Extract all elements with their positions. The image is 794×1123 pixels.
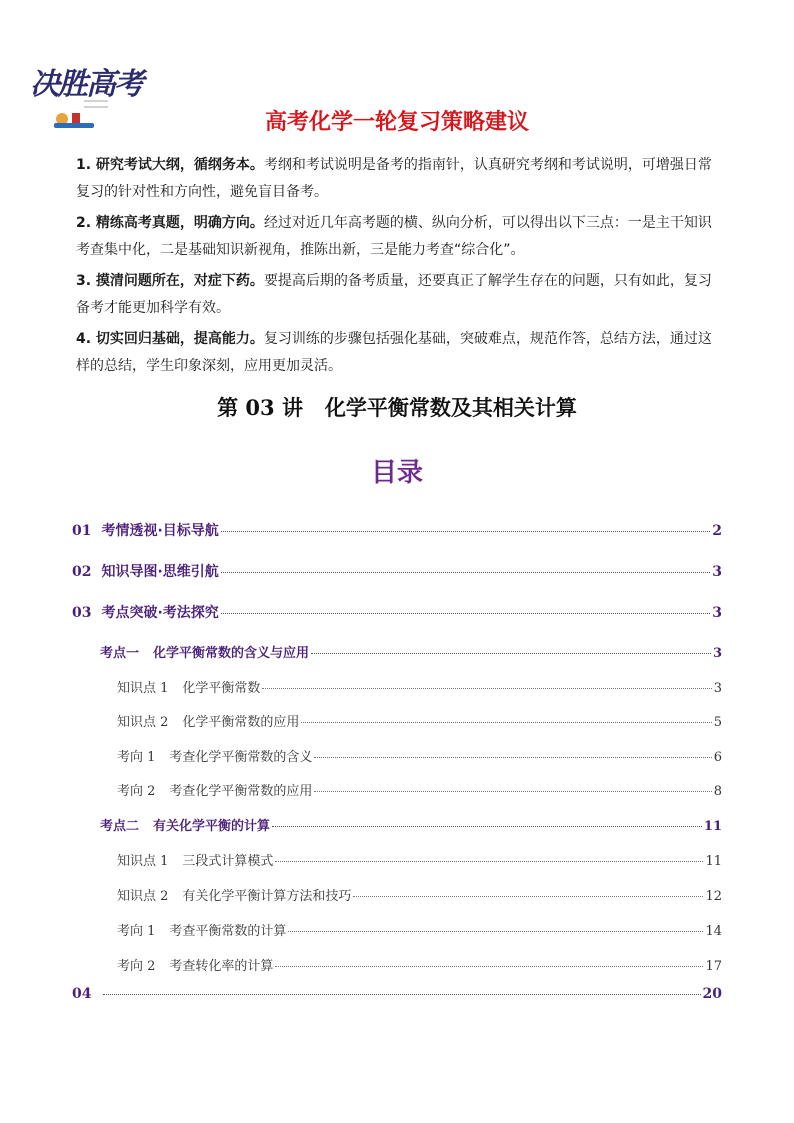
toc-index: 02 (72, 564, 92, 580)
lecture-prefix: 第 (217, 396, 239, 420)
toc-leader (262, 688, 711, 689)
toc-topic[interactable] (100, 815, 722, 834)
strategy-lead: 2. 精练高考真题，明确方向。 (76, 215, 264, 231)
toc-item[interactable] (117, 746, 722, 765)
toc-leader (314, 791, 711, 792)
toc-leader (221, 613, 710, 614)
lecture-number: 03 (245, 395, 275, 420)
strategy-body: 经过对近几年高考题的横、纵向分析，可以得出以下三点：一是主干知识考查集中化，二是基础知识新视角，推陈出新，三是能力考查“综合化”。 (76, 215, 712, 258)
lecture-topic: 化学平衡常数及其相关计算 (324, 396, 577, 420)
strategy-lead: 4. 切实回归基础，提高能力。 (76, 331, 264, 347)
toc-label: 知识导图·思维引航 (101, 564, 219, 580)
toc-page: 8 (713, 784, 722, 799)
toc-label: 有关化学平衡计算方法和技巧 (182, 889, 352, 904)
toc-page: 5 (713, 715, 722, 730)
strategy-item (76, 210, 722, 264)
toc-label: 化学平衡常数 (182, 681, 261, 696)
strategy-item (76, 326, 722, 380)
toc-tag: 考点二 (100, 819, 140, 834)
toc-label: 考查化学平衡常数的含义 (169, 750, 313, 765)
toc-item[interactable] (117, 780, 722, 799)
toc-label: 考查转化率的计算 (169, 959, 274, 974)
toc-heading: 目录 (370, 458, 423, 488)
toc-item[interactable] (117, 885, 722, 904)
toc-index: 04 (72, 986, 92, 1002)
toc-leader (314, 757, 711, 758)
toc-page: 17 (705, 959, 722, 974)
toc-section[interactable] (72, 520, 722, 540)
logo-text: 决胜高考 (30, 67, 142, 102)
toc-label: 考查平衡常数的计算 (169, 924, 287, 939)
toc-page: 3 (712, 564, 722, 580)
toc-item[interactable] (117, 711, 722, 730)
toc-tag: 考向 1 (117, 750, 156, 765)
toc-item[interactable] (117, 920, 722, 939)
toc-leader (275, 861, 703, 862)
toc-tag: 知识点 1 (117, 854, 169, 869)
toc-index: 03 (72, 605, 92, 621)
toc-page: 11 (703, 819, 722, 834)
toc-page: 3 (712, 646, 722, 661)
toc-tag: 考向 2 (117, 784, 156, 799)
strategy-lead: 1. 研究考试大纲，循纲务本。 (76, 157, 264, 173)
strategy-lead: 3. 摸清问题所在，对症下药。 (76, 273, 264, 289)
toc-leader (275, 966, 703, 967)
toc-leader (221, 531, 710, 532)
toc-label: 有关化学平衡的计算 (153, 819, 271, 834)
toc-tag: 考向 2 (117, 959, 156, 974)
toc-page: 3 (712, 605, 722, 621)
toc-label: 三段式计算模式 (182, 854, 274, 869)
toc-leader (288, 931, 703, 932)
toc-item[interactable] (117, 955, 722, 974)
toc-tag: 考点一 (100, 646, 140, 661)
toc-section[interactable] (72, 602, 722, 622)
toc-label: 化学平衡常数的含义与应用 (153, 646, 310, 661)
toc-label: 考情透视·目标导航 (101, 523, 219, 539)
toc-page: 14 (705, 924, 722, 939)
toc-tag: 知识点 1 (117, 681, 169, 696)
lecture-suffix: 讲 (281, 396, 303, 420)
toc-label: 考点突破·考法探究 (101, 605, 219, 621)
toc-label: 考查化学平衡常数的应用 (169, 784, 313, 799)
toc-topic[interactable] (100, 642, 722, 661)
strategy-item (76, 268, 722, 322)
lecture-title (0, 392, 794, 422)
toc-page: 20 (702, 986, 722, 1002)
toc-page: 11 (705, 854, 722, 869)
toc-leader (311, 653, 711, 654)
toc-section[interactable] (72, 561, 722, 581)
toc-tag: 考向 1 (117, 924, 156, 939)
strategy-body: 要提高后期的备考质量，还要真正了解学生存在的问题，只有如此，复习备考才能更加科学有效。 (76, 273, 712, 316)
strategy-list (76, 152, 722, 384)
toc-tag: 知识点 2 (117, 889, 169, 904)
toc-page: 12 (705, 889, 722, 904)
toc-page: 3 (713, 681, 722, 696)
toc-section[interactable] (72, 986, 722, 1002)
toc-leader (353, 896, 703, 897)
toc-leader (221, 572, 710, 573)
strategy-body: 考纲和考试说明是备考的指南针，认真研究考纲和考试说明，可增强日常复习的针对性和方向性，避免盲目备考。 (76, 157, 712, 200)
toc-item[interactable] (117, 677, 722, 696)
toc-page: 2 (712, 523, 722, 539)
toc-label: 化学平衡常数的应用 (182, 715, 300, 730)
toc-item[interactable] (117, 850, 722, 869)
toc-leader (301, 722, 711, 723)
strategy-item (76, 152, 722, 206)
strategy-body: 复习训练的步骤包括强化基础，突破难点，规范作答，总结方法，通过这样的总结，学生印象深刻，应用更加灵活。 (76, 331, 712, 374)
toc-leader (103, 994, 700, 995)
toc-page: 6 (713, 750, 722, 765)
document-title: 高考化学一轮复习策略建议 (264, 110, 529, 135)
toc-index: 01 (72, 523, 92, 539)
toc-tag: 知识点 2 (117, 715, 169, 730)
toc-leader (272, 826, 702, 827)
